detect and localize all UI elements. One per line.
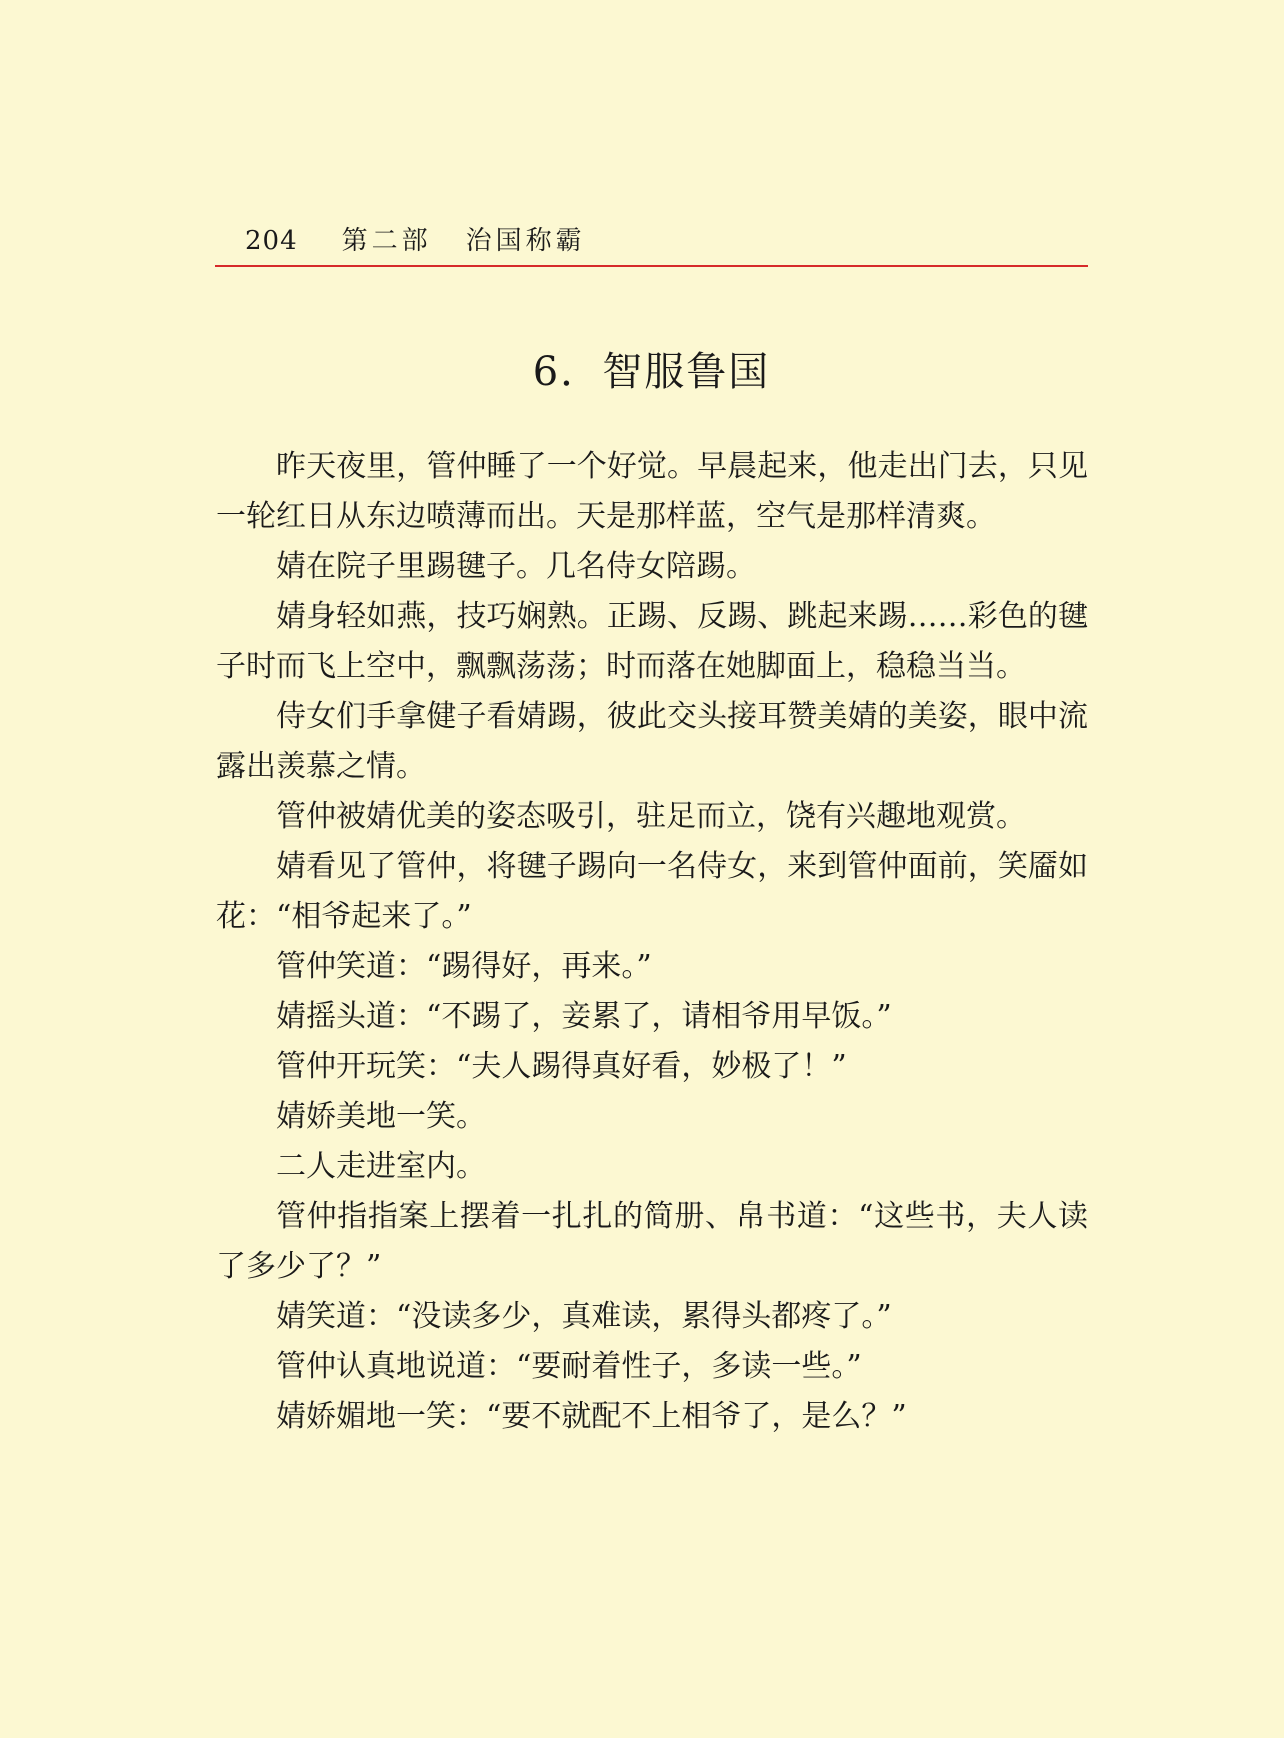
paragraph: 侍女们手拿健子看婧踢，彼此交头接耳赞美婧的美姿，眼中流露出羡慕之情。 [216,699,1088,784]
chapter-title: 6．智服鲁国 [532,349,771,395]
paragraph: 二人走进室内。 [276,1149,486,1184]
paragraph: 管仲笑道：“踢得好，再来。” [276,949,652,984]
paragraph: 管仲认真地说道：“要耐着性子，多读一些。” [276,1349,862,1384]
paragraph: 婧在院子里踢毽子。几名侍女陪踢。 [276,549,756,584]
page-number: 204 [245,226,298,256]
paragraph: 婧摇头道：“不踢了，妾累了，请相爷用早饭。” [276,999,892,1034]
paragraph: 婧娇媚地一笑：“要不就配不上相爷了，是么？” [276,1399,907,1434]
paragraph: 婧身轻如燕，技巧娴熟。正踢、反踢、跳起来踢……彩色的毽子时而飞上空中，飘飘荡荡；时而落在她脚面上，稳稳当当。 [216,599,1088,684]
running-header [245,220,586,257]
paragraph: 管仲指指案上摆着一扎扎的简册、帛书道：“这些书，夫人读了多少了？” [216,1199,1088,1284]
part-title: 治国称霸 [465,226,586,256]
body-text [216,442,1088,1442]
part-label: 第二部 [341,226,432,256]
paragraph: 昨天夜里，管仲睡了一个好觉。早晨起来，他走出门去，只见一轮红日从东边喷薄而出。天是那样蓝，空气是那样清爽。 [216,449,1088,534]
paragraph: 婧娇美地一笑。 [276,1099,486,1134]
paragraph: 管仲开玩笑：“夫人踢得真好看，妙极了！” [276,1049,847,1084]
paragraph: 管仲被婧优美的姿态吸引，驻足而立，饶有兴趣地观赏。 [276,799,1026,834]
paragraph: 婧看见了管仲，将毽子踢向一名侍女，来到管仲面前，笑靥如花：“相爷起来了。” [216,849,1088,934]
header-rule [215,265,1088,267]
paragraph: 婧笑道：“没读多少，真难读，累得头都疼了。” [276,1299,892,1334]
